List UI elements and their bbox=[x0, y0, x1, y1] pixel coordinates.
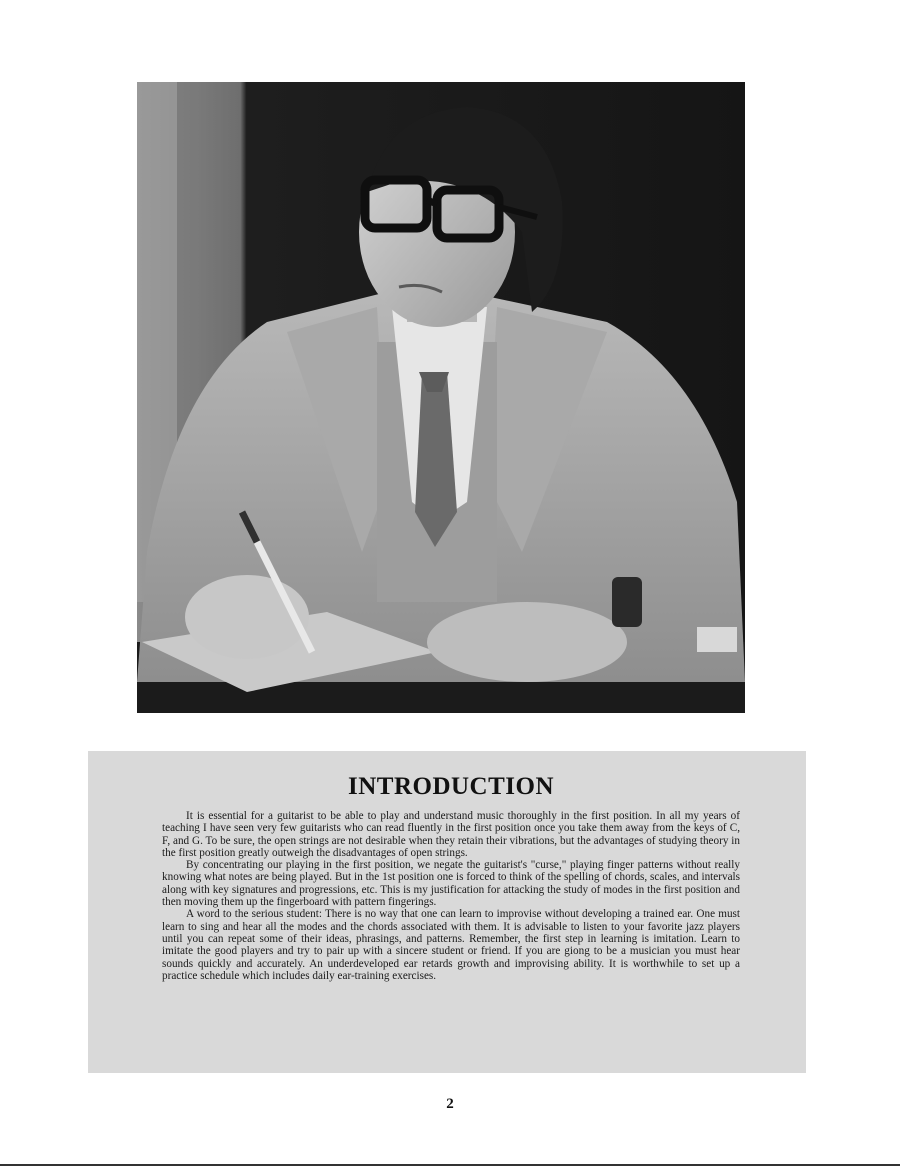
page-number: 2 bbox=[446, 1096, 454, 1112]
introduction-paragraph-3: A word to the serious student: There is no way that one can learn to improvise without developing a trained ear. One must learn to sing and hear all the modes and the chords associated with them. It is advisable to listen to your favorite jazz players until you can repeat some of their ideas, phrasings, and patterns. Remember, the first step in learning is imitation. Learn to imitate the good players and try to pair up with a sincere student or friend. If you are giong to be a musician you must hear sounds quickly and accurately. An underdeveloped ear retards growth and improvising ability. It is worthwhile to set up a practice schedule which includes daily ear-training exercises. bbox=[162, 908, 740, 982]
portrait-photo bbox=[137, 82, 745, 713]
introduction-paragraph-2: By concentrating our playing in the first position, we negate the guitarist's "curse," playing finger patterns without really knowing what notes are being played. But in the 1st position one is forced to think of the spelling of chords, scales, and intervals along with key signatures and progressions, etc. This is my justification for attacking the study of modes in the first position and then moving them up the fingerboard with pattern fingerings. bbox=[162, 859, 740, 909]
introduction-section bbox=[88, 751, 806, 1073]
introduction-paragraph-1: It is essential for a guitarist to be able to play and understand music thoroughly in the first position. In all my years of teaching I have seen very few guitarists who can read fluently in the first position once you take them away from the keys of C, F, and G. To be sure, the open strings are not desirable when they retain their vibrations, but the advantages of studying theory in the first position greatly outweigh the disadvantages of open strings. bbox=[162, 810, 740, 859]
introduction-heading: INTRODUCTION bbox=[347, 773, 555, 800]
portrait-illustration bbox=[137, 82, 745, 713]
